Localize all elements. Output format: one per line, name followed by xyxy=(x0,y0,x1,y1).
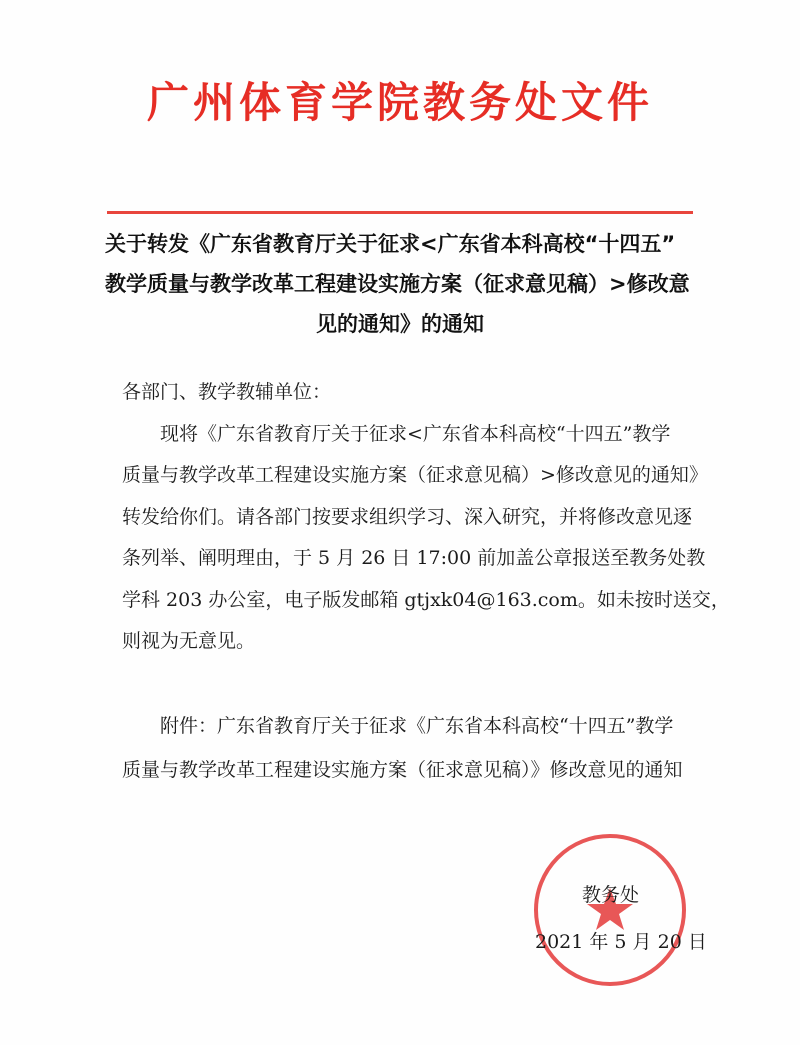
body-line-5: 学科 203 办公室，电子版发邮箱 gtjxk04@163.com。如未按时送交， xyxy=(122,588,730,611)
salutation-text: 各部门、教学教辅单位： xyxy=(122,381,332,403)
issuer-signature: 教务处 xyxy=(582,884,640,906)
attachment-line-2: 质量与教学改革工程建设实施方案（征求意见稿）》修改意见的通知 xyxy=(122,759,683,781)
title-line-1: 关于转发《广东省教育厅关于征求<广东省本科高校“十四五” xyxy=(105,232,676,256)
body-line-1: 现将《广东省教育厅关于征求<广东省本科高校“十四五”教学 xyxy=(160,422,671,445)
issue-date: 2021 年 5 月 20 日 xyxy=(535,931,707,953)
document-body xyxy=(122,372,730,663)
title-line-2: 教学质量与教学改革工程建设实施方案（征求意见稿）>修改意 xyxy=(105,272,690,296)
org-header-title: 广州体育学院教务处文件 xyxy=(146,78,653,127)
attachment-line-1: 附件：广东省教育厅关于征求《广东省本科高校“十四五”教学 xyxy=(160,715,674,737)
red-divider-line xyxy=(107,211,693,214)
body-line-4: 条列举、阐明理由，于 5 月 26 日 17:00 前加盖公章报送至教务处教 xyxy=(122,547,706,569)
body-line-3: 转发给你们。请各部门按要求组织学习、深入研究，并将修改意见逐 xyxy=(122,505,693,528)
official-seal-stamp xyxy=(530,830,690,990)
document-title xyxy=(105,224,705,344)
main-paragraph xyxy=(122,414,730,663)
salutation xyxy=(122,372,702,414)
body-line-6: 则视为无意见。 xyxy=(122,630,256,652)
title-line-3: 见的通知》的通知 xyxy=(316,312,484,336)
attachment-note xyxy=(122,704,712,792)
body-line-2: 质量与教学改革工程建设实施方案（征求意见稿）>修改意见的通知》 xyxy=(122,464,708,486)
